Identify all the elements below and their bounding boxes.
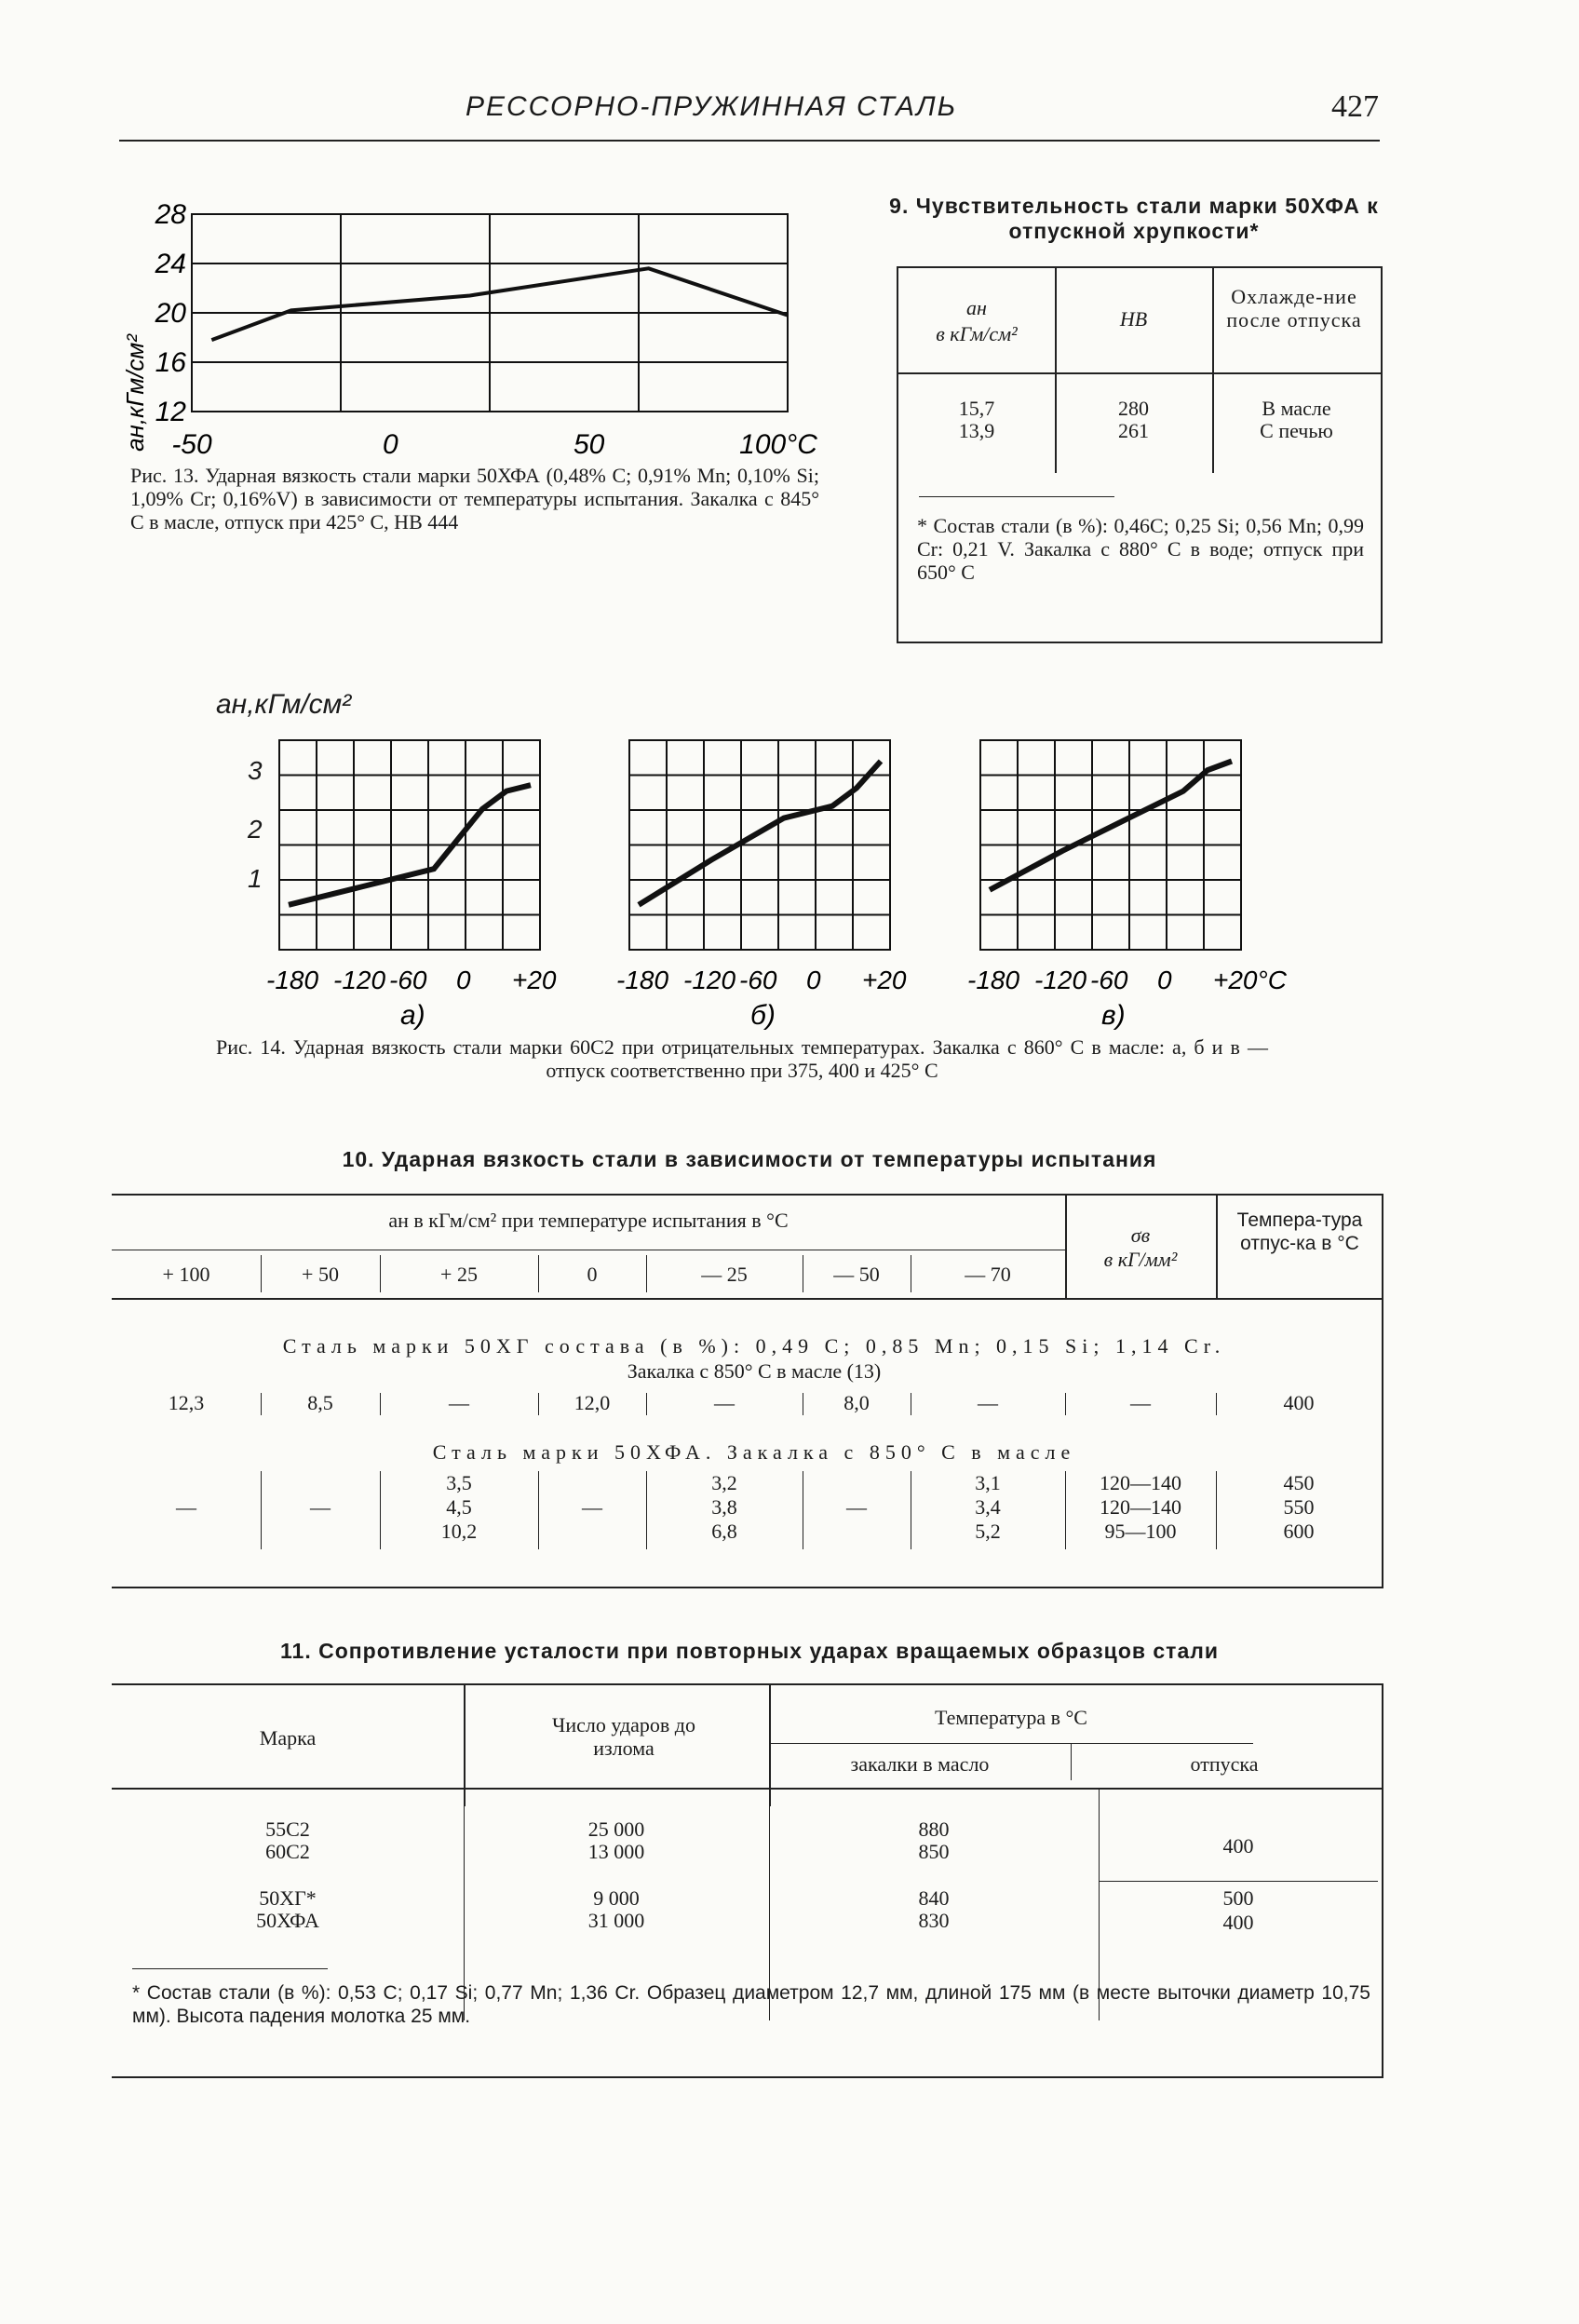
fig14-xtick: -180	[967, 966, 1020, 994]
fig14-ytick-2: 2	[248, 815, 263, 844]
table9	[897, 266, 1383, 643]
table9-h1a: ан	[966, 296, 987, 319]
fig13-xtick: 50	[573, 429, 605, 460]
t11-cell: 25 000	[587, 1817, 645, 1841]
fig14-xtick: 0	[806, 966, 821, 994]
t10-s1-sep	[1216, 1393, 1217, 1415]
fig14-xtick: +20	[512, 966, 557, 994]
fig14-series-line	[639, 762, 881, 905]
t11-cell: 55С2	[265, 1817, 310, 1841]
t10-s2-sep	[1065, 1471, 1066, 1549]
fig14-xtick: 0	[456, 966, 471, 994]
t10-tempering: Темпера-тура отпус-ка в °С	[1236, 1209, 1363, 1254]
fig14-xtick: +20	[862, 966, 907, 994]
fig14-panel-2	[616, 740, 907, 1031]
t11-cell: 830	[918, 1909, 950, 1932]
t10-s2-sep	[646, 1471, 647, 1549]
t11-cell: 60С2	[265, 1840, 310, 1863]
t10-s2-cell: 4,5	[446, 1495, 472, 1519]
fig13-series-line	[211, 268, 788, 340]
t10-s2-cell: 6,8	[711, 1520, 737, 1543]
t10-s2-cell: 600	[1283, 1520, 1315, 1543]
t10-s1-sep	[538, 1393, 539, 1415]
fig13-ytick: 28	[155, 199, 186, 230]
t10-s1-sep	[261, 1393, 262, 1415]
fig14-xtick: -120	[1034, 966, 1087, 994]
t10-s2-cell: 3,1	[975, 1471, 1001, 1494]
fig13-y-ticks	[155, 199, 187, 427]
running-title: РЕССОРНО-ПРУЖИННАЯ СТАЛЬ	[466, 91, 958, 122]
fig14-xtick: -120	[683, 966, 736, 994]
t11-cell: 50ХФА	[256, 1909, 319, 1932]
fig14-panel-label: а)	[400, 1000, 425, 1031]
t10-section1-line1: Сталь марки 50ХГ состава (в %): 0,49 С; 0,85 Мn; 0,15 Si; 1,14 Cr.	[282, 1334, 1226, 1358]
fig14-xtick: 0	[1157, 966, 1172, 994]
header-rule	[119, 140, 1380, 142]
t10-temp-1: + 100	[162, 1263, 210, 1286]
fig14-panel-label: б)	[750, 1000, 776, 1031]
fig13-xtick: 100°C	[739, 429, 817, 460]
t10-s2-cell: —	[582, 1495, 602, 1519]
t10-temp-6: — 50	[833, 1263, 880, 1286]
t10-s2-cell: 3,8	[711, 1495, 737, 1519]
fig14-xtick: -60	[1090, 966, 1128, 994]
fig14-y-label: ан,кГм/см²	[216, 689, 352, 720]
table9-note: * Состав стали (в %): 0,46С; 0,25 Si; 0,56 Мn; 0,99 Cr: 0,21 V. Закалка с 880° С в воде; отпуск при 650° С	[917, 514, 1364, 584]
table9-h2: НВ	[1119, 307, 1148, 331]
t11-h-temp: Температура в °С	[935, 1706, 1087, 1729]
table9-r1c1: 15,7	[958, 397, 995, 420]
t10-s2-sep	[261, 1471, 262, 1549]
fig14-ytick-3: 3	[248, 756, 263, 785]
t10-temp-2: + 50	[302, 1263, 339, 1286]
t10-section2-line: Сталь марки 50ХФА. Закалка с 850° С в масле	[432, 1440, 1076, 1464]
t10-s2-cell: —	[176, 1495, 196, 1519]
t10-s2-sep	[1216, 1471, 1217, 1549]
t10-section1-line2: Закалка с 850° С в масле (13)	[627, 1359, 882, 1383]
t10-s2-cell: —	[310, 1495, 331, 1519]
t10-s1-cell: —	[714, 1391, 735, 1414]
table11	[112, 1683, 1383, 2078]
fig14-caption: Рис. 14. Ударная вязкость стали марки 60С2 при отрицательных температурах. Закалка с 860° С в масле: а, б и в — отпуск соответственно при 375, 400 и 425° С	[216, 1035, 1268, 1082]
fig14-panel-label: в)	[1101, 1000, 1126, 1031]
t10-temp-3: + 25	[440, 1263, 478, 1286]
fig14-panel-3	[967, 740, 1288, 1031]
fig13-chart	[119, 196, 827, 466]
table9-r2c2: 261	[1118, 419, 1149, 442]
fig14-ytick-1: 1	[248, 864, 263, 893]
fig13-xtick: -50	[171, 429, 212, 460]
table9-h3: Охлажде-ние после отпуска	[1226, 285, 1362, 331]
fig14-xtick: -180	[266, 966, 319, 994]
table9-r1c2: 280	[1118, 397, 1149, 420]
t11-temper-b1: 500	[1222, 1886, 1254, 1910]
fig14-panel-1	[266, 740, 557, 1031]
t11-cell: 13 000	[587, 1840, 645, 1863]
t11-cell: 850	[918, 1840, 950, 1863]
t11-cell: 50ХГ*	[259, 1886, 317, 1910]
t10-sigma-a: σв	[1130, 1223, 1151, 1247]
fig14-xtick: -180	[616, 966, 669, 994]
t10-s2-cell: 5,2	[975, 1520, 1001, 1543]
t10-s2-cell: 3,2	[711, 1471, 737, 1494]
table10	[112, 1194, 1383, 1588]
t10-s1-cell: 12,3	[168, 1391, 205, 1414]
fig13-ytick: 16	[155, 347, 186, 378]
t11-cell: 880	[918, 1817, 950, 1841]
t10-s1-cell: 8,0	[843, 1391, 870, 1414]
t11-h-marka: Марка	[259, 1726, 317, 1750]
fig14-series-line	[990, 762, 1232, 890]
fig13-ytick: 20	[155, 298, 186, 329]
fig13-ytick: 24	[155, 249, 186, 279]
t10-s2-sep	[380, 1471, 381, 1549]
table9-h1b: в кГм/см²	[936, 322, 1018, 345]
t10-s1-cell: —	[1130, 1391, 1151, 1414]
fig13-xtick: 0	[382, 429, 398, 460]
t10-s1-cell: —	[449, 1391, 469, 1414]
t11-temper-a: 400	[1222, 1834, 1254, 1858]
t10-temp-7: — 70	[965, 1263, 1011, 1286]
t10-s2-cell: 95—100	[1104, 1520, 1177, 1543]
fig13-ytick: 12	[155, 397, 186, 427]
table9-r2c3: С печью	[1260, 419, 1333, 442]
table9-r2c1: 13,9	[958, 419, 995, 442]
t10-temp-5: — 25	[701, 1263, 748, 1286]
t10-s1-sep	[1065, 1393, 1066, 1415]
t10-sigma-b: в кГ/мм²	[1103, 1248, 1178, 1271]
table10-group-header: ан в кГм/см² при температуре испытания в °С	[388, 1209, 789, 1232]
t10-s2-cell: 120—140	[1100, 1495, 1181, 1519]
fig14-xtick: -120	[333, 966, 386, 994]
t10-s2-cell: 3,4	[975, 1495, 1001, 1519]
t10-s1-sep	[646, 1393, 647, 1415]
t10-temp-4: 0	[587, 1263, 598, 1286]
fig13-x-ticks	[171, 429, 817, 460]
t10-s1-sep	[380, 1393, 381, 1415]
fig14-xtick: -60	[739, 966, 777, 994]
t10-s2-cell: 10,2	[440, 1520, 478, 1543]
fig13-y-label: ан,кГм/см²	[121, 334, 149, 452]
table9-r1c3: В масле	[1262, 397, 1331, 420]
table9-title: 9. Чувствительность стали марки 50ХФА к отпускной хрупкости*	[889, 194, 1379, 243]
t11-h-count: Число ударов до излома	[552, 1713, 695, 1760]
t11-temper-b2: 400	[1222, 1911, 1254, 1934]
t10-s2-cell: —	[846, 1495, 867, 1519]
page-number: 427	[1331, 89, 1379, 124]
fig14-charts	[233, 726, 1303, 1034]
t10-s2-cell: 550	[1283, 1495, 1315, 1519]
t10-s1-cell: 12,0	[574, 1391, 611, 1414]
t11-h-quench: закалки в масло	[850, 1752, 990, 1776]
t11-h-temper: отпуска	[1190, 1752, 1259, 1776]
t10-s1-cell: 400	[1283, 1391, 1315, 1414]
t10-s1-cell: —	[978, 1391, 998, 1414]
fig13-caption: Рис. 13. Ударная вязкость стали марки 50ХФА (0,48% С; 0,91% Мn; 0,10% Si; 1,09% Cr; 0,16%V) в зависимости от температуры испытания. Закалка с 845° С в масле, отпуск при 425° С, НВ 444	[130, 464, 819, 534]
table11-title: 11. Сопротивление усталости при повторных ударах вращаемых образцов стали	[280, 1639, 1219, 1663]
fig14-xtick: -60	[389, 966, 427, 994]
fig14-xtick: +20°С	[1213, 966, 1287, 994]
t11-cell: 31 000	[587, 1909, 645, 1932]
t11-cell: 840	[918, 1886, 950, 1910]
t10-s1-cell: 8,5	[307, 1391, 333, 1414]
t10-s2-cell: 3,5	[446, 1471, 472, 1494]
t11-cell: 9 000	[593, 1886, 640, 1910]
t10-s2-sep	[538, 1471, 539, 1549]
table10-title: 10. Ударная вязкость стали в зависимости от температуры испытания	[342, 1147, 1157, 1171]
t11-note: * Состав стали (в %): 0,53 С; 0,17 Si; 0,77 Мn; 1,36 Cr. Образец диаметром 12,7 мм, длиной 175 мм (в месте выточки диаметр 10,75 мм). Высота падения молотка 25 мм.	[132, 1982, 1370, 2027]
t10-s2-cell: 450	[1283, 1471, 1315, 1494]
t10-s2-cell: 120—140	[1100, 1471, 1181, 1494]
